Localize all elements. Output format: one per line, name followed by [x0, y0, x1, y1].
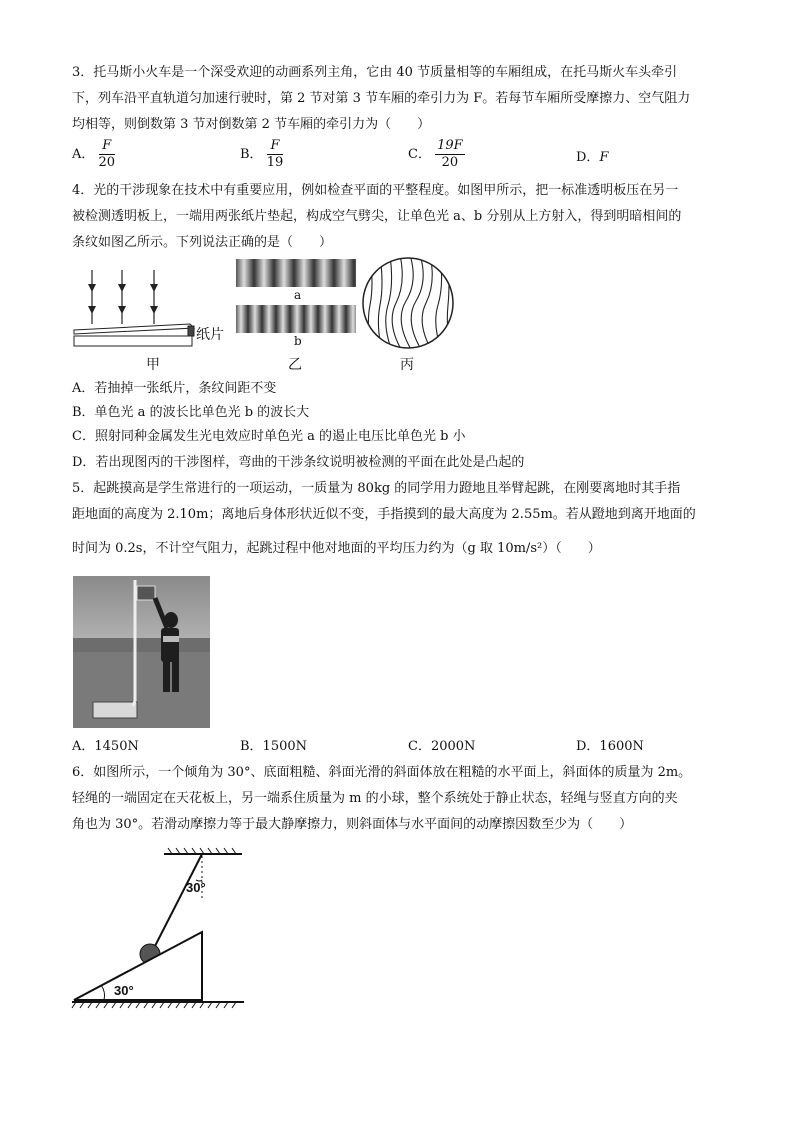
- q3-text-line2: 下，列车沿平直轨道匀加速行驶时，第 2 节对第 3 节车厢的牵引力为 F。若每节车厢所受摩擦力、空气阻力: [72, 91, 691, 106]
- denominator: 20: [441, 155, 459, 170]
- q3-text-line1: 3．托马斯小火车是一个深受欢迎的动画系列主角，它由 40 节质量相等的车厢组成，在托马斯火车头牵引: [72, 65, 678, 80]
- option-label: A．: [72, 147, 95, 162]
- q3-option-b: [240, 138, 283, 171]
- angle-label-bottom: 30°: [114, 983, 134, 998]
- paper-label: 纸片: [196, 327, 224, 343]
- numerator: F: [267, 138, 284, 155]
- q3-option-c: [408, 138, 465, 171]
- fraction: [267, 138, 284, 171]
- denominator: 19: [266, 155, 284, 170]
- denominator: 20: [98, 155, 116, 170]
- figure-bing-curved-fringes: [360, 255, 456, 351]
- q3-option-a: [72, 138, 115, 171]
- rope: [154, 854, 202, 948]
- option-label: B．: [240, 147, 263, 162]
- option-label: D．: [576, 150, 600, 165]
- figure-label-bing: 丙: [400, 357, 414, 373]
- q4-text-line2: 被检测透明板上，一端用两张纸片垫起，构成空气劈尖，让单色光 a、b 分别从上方射入，得到明暗相间的: [72, 209, 682, 224]
- q6-text-line1: 6．如图所示，一个倾角为 30°、底面粗糙、斜面光滑的斜面体放在粗糙的水平面上，斜面体的质量为 2m。: [72, 765, 692, 780]
- q4-text-line1: 4．光的干涉现象在技术中有重要应用，例如检查平面的平整程度。如图甲所示，把一标准透明板压在另一: [72, 183, 679, 198]
- q5-text-line2: 距地面的高度为 2.10m；离地后身体形状近似不变，手指摸到的最大高度为 2.55m。若从蹬地到离开地面的: [72, 507, 696, 522]
- q5-text-line1: 5．起跳摸高是学生常进行的一项运动，一质量为 80kg 的同学用力蹬地且举臂起跳，在刚要离地时其手指: [72, 481, 681, 496]
- fringe-band-b: [236, 305, 356, 333]
- q5-text-line3: 时间为 0.2s，不计空气阻力，起跳过程中他对地面的平均压力约为（g 取 10m/s²）（ ）: [72, 541, 601, 556]
- q6-text-line2: 轻绳的一端固定在天花板上，另一端系住质量为 m 的小球，整个系统处于静止状态，轻绳与竖直方向的夹: [72, 791, 678, 806]
- band-label-a: a: [294, 288, 302, 302]
- q5-option-c: C．2000N: [408, 739, 476, 754]
- incline-block: [74, 932, 202, 1000]
- q4-text-line3: 条纹如图乙所示。下列说法正确的是（ ）: [72, 235, 333, 250]
- incline-figure: [68, 842, 248, 1012]
- q4-option-a: A．若抽掉一张纸片，条纹间距不变: [72, 381, 277, 396]
- q4-option-b: B．单色光 a 的波长比单色光 b 的波长大: [72, 405, 310, 420]
- q5-option-b: B．1500N: [240, 739, 308, 754]
- figure-label-yi: 乙: [288, 357, 302, 373]
- q3-text-line3: 均相等，则倒数第 3 节对倒数第 2 节车厢的牵引力为（ ）: [72, 117, 431, 132]
- option-text: F: [599, 150, 609, 165]
- option-label: C．: [408, 147, 431, 162]
- q3-option-d: [576, 146, 608, 165]
- q6-text-line3: 角也为 30°。若滑动摩擦力等于最大静摩擦力，则斜面体与水平面间的动摩擦因数至少为（ ）: [72, 817, 633, 832]
- q4-option-c: C．照射同种金属发生光电效应时单色光 a 的遏止电压比单色光 b 小: [72, 429, 466, 444]
- fraction: [435, 138, 465, 171]
- q4-option-d: D．若出现图丙的干涉图样，弯曲的干涉条纹说明被检测的平面在此处是凸起的: [72, 455, 525, 470]
- fraction: [99, 138, 116, 171]
- fringe-band-a: [236, 259, 356, 287]
- numerator: F: [99, 138, 116, 155]
- numerator: 19F: [437, 138, 463, 153]
- q5-option-d: D．1600N: [576, 739, 644, 754]
- figure-label-jia: 甲: [146, 357, 160, 373]
- q5-option-a: A．1450N: [72, 739, 139, 754]
- jump-photo: [73, 576, 210, 728]
- angle-label-top: 30°: [186, 880, 206, 895]
- band-label-b: b: [294, 334, 302, 348]
